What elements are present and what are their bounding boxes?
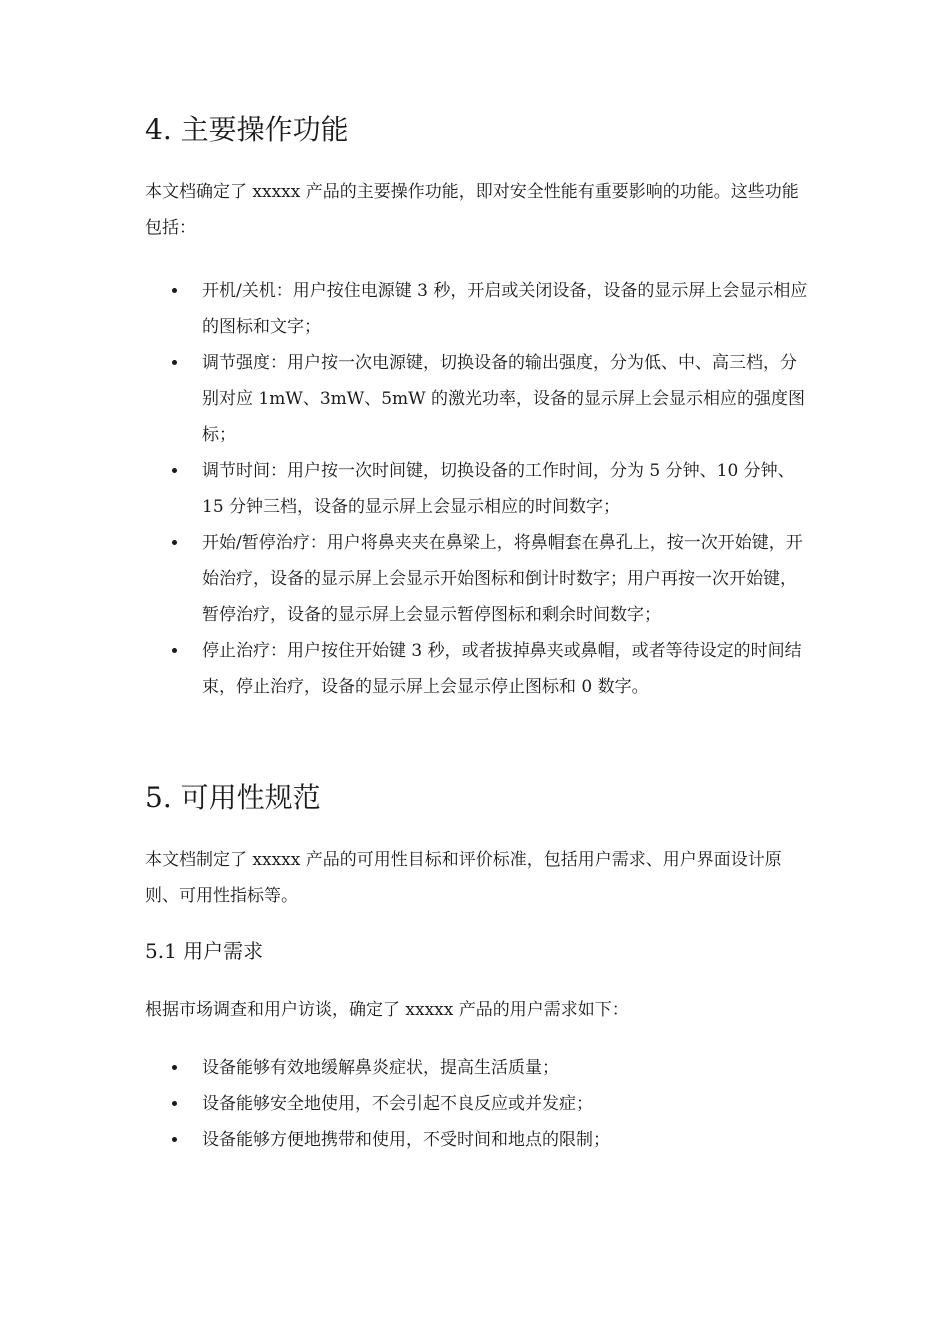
list-item: [170, 633, 810, 705]
list-item-text: 开机/关机：用户按住电源键 3 秒，开启或关闭设备，设备的显示屏上会显示相应的图标和文字；: [202, 281, 808, 337]
section-5-heading: 5. 可用性规范: [145, 781, 321, 814]
list-item-text: 停止治疗：用户按住开始键 3 秒，或者拔掉鼻夹或鼻帽，或者等待设定的时间结束，停止治疗，设备的显示屏上会显示停止图标和 0 数字。: [202, 641, 802, 697]
list-item: [170, 453, 810, 525]
list-item-text: 设备能够安全地使用，不会引起不良反应或并发症；: [202, 1094, 593, 1114]
list-item: [170, 525, 810, 633]
section-4-heading: 4. 主要操作功能: [145, 113, 349, 146]
user-requirement-list: [170, 1050, 810, 1158]
list-item-text: 开始/暂停治疗：用户将鼻夹夹在鼻梁上，将鼻帽套在鼻孔上，按一次开始键，开始治疗，设备的显示屏上会显示开始图标和倒计时数字；用户再按一次开始键，暂停治疗，设备的显示屏上会显示暂停图标和剩余时间数字；: [202, 533, 803, 625]
bullet-icon: [172, 1065, 177, 1070]
list-item-text: 设备能够方便地携带和使用，不受时间和地点的限制；: [202, 1130, 610, 1150]
bullet-icon: [172, 1137, 177, 1142]
bullet-icon: [172, 1101, 177, 1106]
list-item: [170, 273, 810, 345]
bullet-icon: [172, 468, 177, 473]
bullet-icon: [172, 648, 177, 653]
subsection-5-1-intro: 根据市场调查和用户访谈，确定了 xxxxx 产品的用户需求如下：: [145, 1000, 629, 1020]
list-item-text: 设备能够有效地缓解鼻炎症状，提高生活质量；: [202, 1058, 559, 1078]
list-item: [170, 345, 810, 453]
section-5-intro: 本文档制定了 xxxxx 产品的可用性目标和评价标准，包括用户需求、用户界面设计原则、可用性指标等。: [145, 850, 782, 906]
list-item: [170, 1086, 810, 1122]
bullet-icon: [172, 288, 177, 293]
section-4-intro: 本文档确定了 xxxxx 产品的主要操作功能，即对安全性能有重要影响的功能。这些功能包括：: [145, 182, 799, 238]
subsection-5-1-heading: 5.1 用户需求: [145, 939, 264, 963]
operation-function-list: [170, 273, 810, 705]
bullet-icon: [172, 540, 177, 545]
list-item: [170, 1050, 810, 1086]
list-item-text: 调节强度：用户按一次电源键，切换设备的输出强度，分为低、中、高三档，分别对应 1mW、3mW、5mW 的激光功率，设备的显示屏上会显示相应的强度图标；: [202, 353, 806, 445]
list-item: [170, 1122, 810, 1158]
bullet-icon: [172, 360, 177, 365]
list-item-text: 调节时间：用户按一次时间键，切换设备的工作时间，分为 5 分钟、10 分钟、15 分钟三档，设备的显示屏上会显示相应的时间数字；: [202, 461, 795, 517]
